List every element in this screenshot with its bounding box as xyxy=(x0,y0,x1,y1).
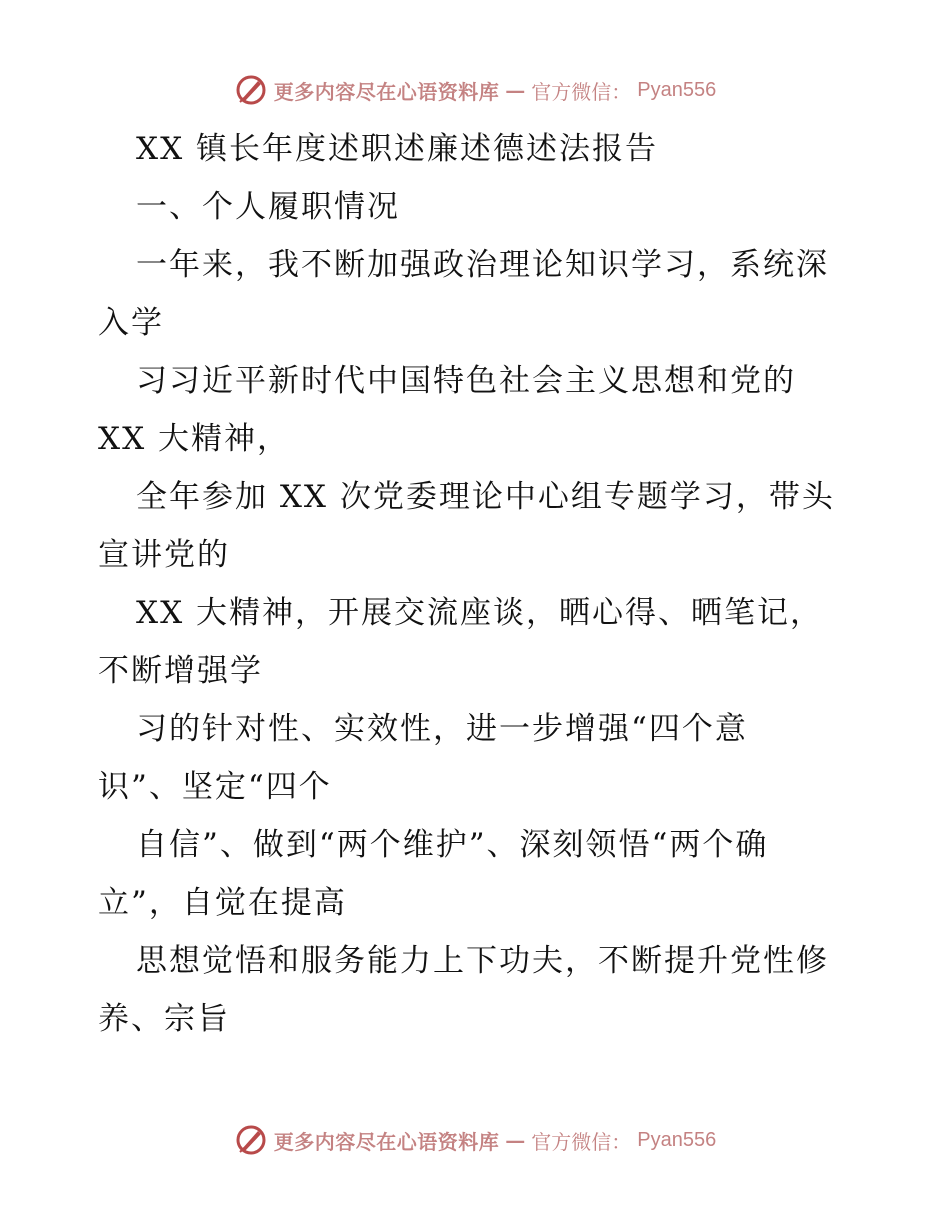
paragraph-line: 习习近平新时代中国特色社会主义思想和党的 xyxy=(136,363,796,399)
watermark-brand: 更多内容尽在心语资料库 xyxy=(273,79,500,104)
quill-logo-icon xyxy=(234,1123,268,1157)
paragraph-line: 立”，自觉在提高 xyxy=(98,885,347,921)
paragraph-line: 入学 xyxy=(98,305,164,341)
document-title: XX 镇长年度述职述廉述德述法报告 xyxy=(136,131,658,167)
paragraph-line: 养、宗旨 xyxy=(98,1001,230,1037)
watermark-id: Pyan556 xyxy=(637,78,717,101)
paragraph-line: 自信”、做到“两个维护”、深刻领悟“两个确 xyxy=(136,827,769,863)
watermark-label: 官方微信： xyxy=(531,1129,632,1154)
paragraph-line: 宣讲党的 xyxy=(98,537,230,573)
paragraph-line: 不断增强学 xyxy=(98,653,263,689)
document-body xyxy=(98,120,858,1048)
paragraph-line: XX 大精神， xyxy=(98,421,290,457)
watermark-dash: — xyxy=(505,1128,526,1152)
paragraph-line: 思想觉悟和服务能力上下功夫，不断提升党性修 xyxy=(136,943,829,979)
section-heading: 一、个人履职情况 xyxy=(136,189,400,225)
watermark-id: Pyan556 xyxy=(637,1128,717,1151)
quill-logo-icon xyxy=(234,73,268,107)
paragraph-line: 全年参加 XX 次党委理论中心组专题学习，带头 xyxy=(136,479,835,515)
watermark-label: 官方微信： xyxy=(531,79,632,104)
footer-watermark xyxy=(0,1120,950,1160)
watermark-dash: — xyxy=(505,78,526,102)
watermark-brand: 更多内容尽在心语资料库 xyxy=(273,1129,500,1154)
paragraph-line: 识”、坚定“四个 xyxy=(98,769,332,805)
header-watermark xyxy=(0,70,950,110)
paragraph-line: 习的针对性、实效性，进一步增强“四个意 xyxy=(136,711,748,747)
paragraph-line: XX 大精神，开展交流座谈，晒心得、晒笔记， xyxy=(136,595,823,631)
paragraph-line: 一年来，我不断加强政治理论知识学习，系统深 xyxy=(136,247,829,283)
